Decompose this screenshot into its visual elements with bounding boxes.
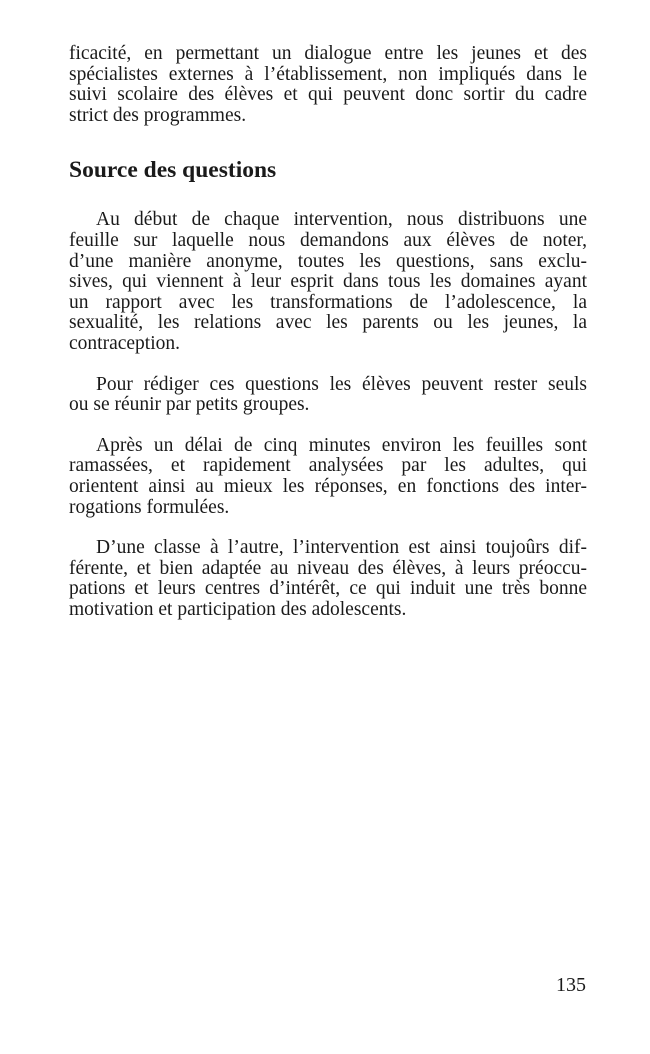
page-number: 135 (556, 974, 586, 996)
paragraph-line: férente, et bien adaptée au niveau des élèves, à leurs préoccu- (69, 557, 587, 579)
paragraph-line: pations et leurs centres d’intérêt, ce qui induit une très bonne (69, 578, 587, 600)
paragraph-line: sives, qui viennent à leur esprit dans tous les domaines ayant (69, 271, 587, 293)
paragraph-distribution (69, 210, 587, 354)
paragraph-line: feuille sur laquelle nous demandons aux élèves de noter, (69, 229, 587, 251)
intro-line: strict des programmes. (69, 104, 247, 126)
paragraph-line: Pour rédiger ces questions les élèves peuvent rester seuls (96, 373, 587, 395)
paragraph-collection (69, 436, 587, 518)
intro-paragraph (69, 44, 587, 126)
intro-line: suivi scolaire des élèves et qui peuvent donc sortir du cadre (69, 84, 587, 106)
paragraph-line: orientent ainsi au mieux les réponses, en fonctions des inter- (69, 475, 587, 497)
intro-line: spécialistes externes à l’établissement, non impliqués dans le (69, 63, 587, 85)
paragraph-line: D’une classe à l’autre, l’intervention est ainsi toujoûrs dif- (96, 537, 587, 559)
paragraph-line: d’une manière anonyme, toutes les questions, sans exclu- (69, 250, 587, 272)
paragraph-line: contraception. (69, 332, 180, 354)
paragraph-line: ramassées, et rapidement analysées par les adultes, qui (69, 455, 587, 477)
paragraph-line: motivation et participation des adolescents. (69, 598, 407, 620)
paragraph-line: rogations formulées. (69, 496, 230, 518)
paragraph-line: un rapport avec les transformations de l’adolescence, la (69, 291, 587, 313)
intro-line: ficacité, en permettant un dialogue entre les jeunes et des (69, 43, 587, 64)
paragraph-line: Après un délai de cinq minutes environ les feuilles sont (96, 434, 587, 456)
page-body (69, 44, 587, 640)
section-heading: Source des questions (69, 157, 277, 184)
paragraph-groups (69, 375, 587, 416)
paragraph-line: Au début de chaque intervention, nous distribuons une (96, 209, 587, 231)
paragraph-line: ou se réunir par petits groupes. (69, 394, 310, 416)
paragraph-adaptation (69, 538, 587, 620)
paragraph-line: sexualité, les relations avec les parents ou les jeunes, la (69, 312, 587, 334)
